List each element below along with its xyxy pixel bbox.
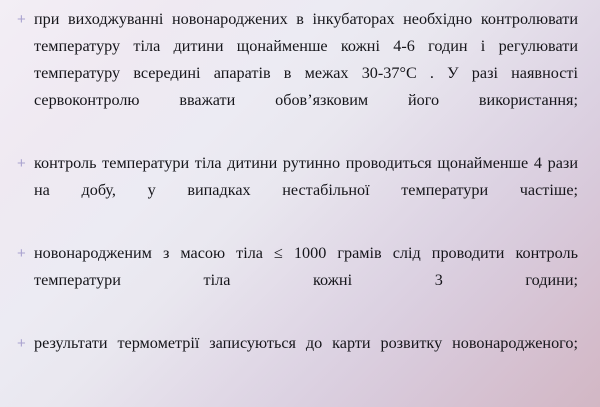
plus-bullet-icon: +: [17, 335, 26, 352]
plus-bullet-icon: +: [17, 245, 26, 262]
list-item: [16, 240, 578, 321]
list-item: [16, 6, 578, 141]
list-item-text: новонародженим з масою тіла ≤ 1000 грамів слід проводити контроль температури тіла кожні 3 години;: [34, 244, 578, 289]
list-item-text: результати термометрії записуються до карти розвитку новонародженого;: [34, 334, 578, 352]
list-item: [16, 150, 578, 231]
list-item: [16, 330, 578, 384]
list-item-text: при виходжуванні новонароджених в інкубаторах необхідно контролювати температуру тіла дитини щонайменше кожні 4-6 годин і регулювати температуру всередині апаратів в межах 30-37°С . У разі наявності сервоконтролю вважати обов’язковим його використання;: [34, 10, 578, 109]
plus-bullet-icon: +: [17, 155, 26, 172]
list-item-text: контроль температури тіла дитини рутинно проводиться щонайменше 4 рази на добу, у випадках нестабільної температури частіше;: [34, 154, 578, 199]
plus-bullet-icon: +: [17, 11, 26, 28]
